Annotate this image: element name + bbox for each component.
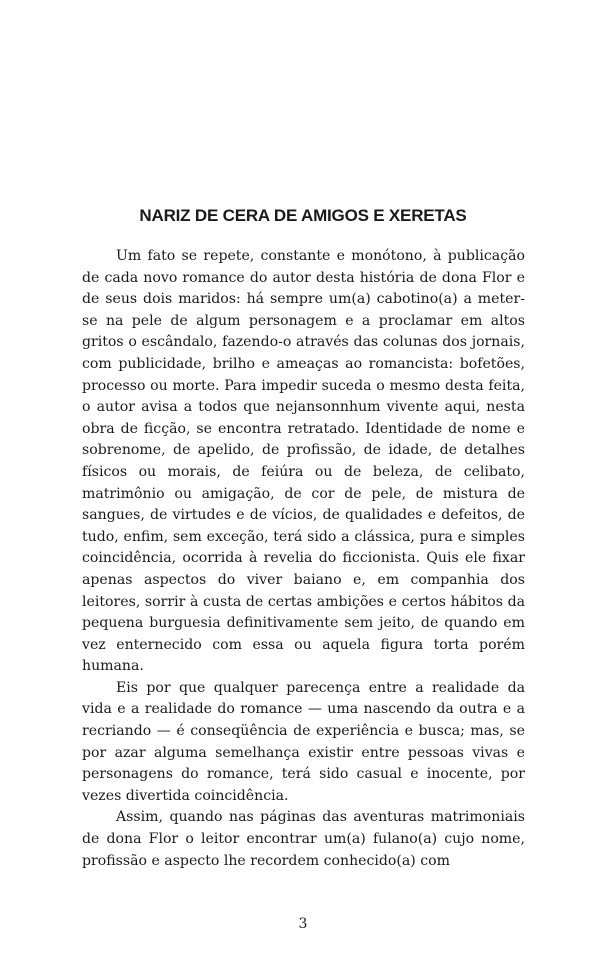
- paragraph: Um fato se repete, constante e monótono, à publicação de cada novo romance do autor desta história de dona Flor e de seus dois maridos: há sempre um(a) cabotino(a) a meter-se na pele de algum personagem e a proclamar em altos gritos o escândalo, fazendo-o através das colunas dos jornais, com publicidade, brilho e ameaças ao romancista: bofetões, processo ou morte. Para impedir suceda o mesmo desta feita, o autor avisa a todos que nejansonnhum vivente aqui, nesta obra de ficção, se encontra retratado. Identidade de nome e sobrenome, de apelido, de profissão, de idade, de detalhes físicos ou morais, de feiúra ou de beleza, de celibato, matrimônio ou amigação, de cor de pele, de mistura de sangues, de virtudes e de vícios, de qualidades e defeitos, de tudo, enfim, sem exceção, terá sido a clássica, pura e simples coincidência, ocorrida à revelia do ficcionista. Quis ele fixar apenas aspectos do viver baiano e, em companhia dos leitores, sorrir à custa de certas ambições e certos hábitos da pequena burguesia definitivamente sem jeito, de quando em vez enternecido com essa ou aquela figura torta porém humana.: [82, 248, 525, 675]
- paragraph: Assim, quando nas páginas das aventuras matrimoniais de dona Flor o leitor encontrar um(a) fulano(a) cujo nome, profissão e aspecto lhe recordem conhecido(a) com: [82, 809, 525, 869]
- page-number: 3: [298, 916, 308, 932]
- chapter-title: NARIZ DE CERA DE AMIGOS E XERETAS: [139, 206, 467, 225]
- chapter-body: [82, 246, 525, 872]
- paragraph: Eis por que qualquer parecença entre a realidade da vida e a realidade do romance — uma nascendo da outra e a recriando — é conseqüência de experiência e busca; mas, se por azar alguma semelhança existir entre pessoas vivas e personagens do romance, terá sido casual e inocente, por vezes divertida coincidência.: [82, 679, 525, 804]
